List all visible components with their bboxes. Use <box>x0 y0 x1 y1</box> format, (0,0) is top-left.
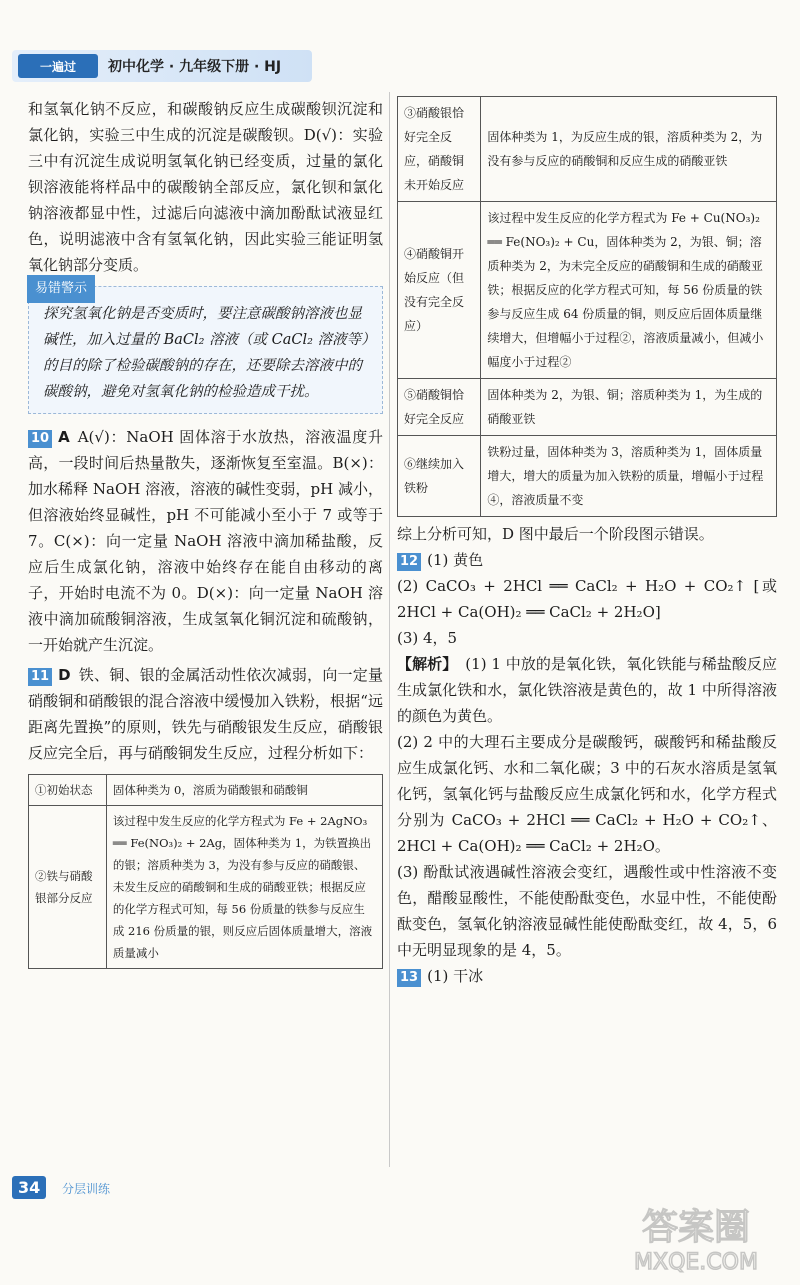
question-number: 13 <box>397 969 421 987</box>
table-cell-detail: 该过程中发生反应的化学方程式为 Fe + Cu(NO₃)₂ ══ Fe(NO₃)₂ + Cu，固体种类为 2，为银、铜；溶质种类为 2，为未完全反应的硝酸铜和生成的硝酸亚铁；根据反应的化学方程式可知，每 56 份质量的铁参与反应生成 64 份质量的铜，则反应后固体质量继续增大，但增幅小于过程②，溶液质量减小，但减小幅度小于过程② <box>481 202 777 379</box>
table-cell-stage: ③硝酸银恰好完全反应，硝酸铜未开始反应 <box>398 97 481 202</box>
page-header <box>12 50 312 82</box>
column-divider <box>389 92 390 1167</box>
answer-part-3: (3) 4，5 <box>397 629 458 647</box>
question-11 <box>28 662 383 766</box>
question-text: A(√)：NaOH 固体溶于水放热，溶液温度升高，一段时间后热量散失，逐渐恢复至室温。B(×)：加水稀释 NaOH 溶液，溶液的碱性变弱，pH 减小，但溶液始终显碱性，pH 不可能减小至小于 7 或等于 7。C(×)：向一定量 NaOH 溶液中滴加稀盐酸，反应后生成氯化钠，溶液中始终存在能自由移动的离子，开始时电流不为 0。D(×)：向一定量 NaOH 溶液中滴加硫酸铜溶液，生成氢氧化铜沉淀和硫酸钠，一开始就产生沉淀。 <box>28 428 383 654</box>
page-number: 34 <box>12 1176 46 1199</box>
analysis-text: (1) 1 中放的是氧化铁，氧化铁能与稀盐酸反应生成氯化铁和水，氯化铁溶液是黄色的，故 1 中所得溶液的颜色为黄色。 <box>397 655 777 725</box>
table-row <box>398 436 777 517</box>
right-column <box>397 96 777 989</box>
left-column <box>28 96 383 969</box>
answer-part-2: (2) CaCO₃ + 2HCl ══ CaCl₂ + H₂O + CO₂↑ [或 2HCl + Ca(OH)₂ ══ CaCl₂ + 2H₂O] <box>397 577 777 621</box>
question-number: 12 <box>397 553 421 571</box>
question-13 <box>397 963 777 989</box>
question-text: 铁、铜、银的金属活动性依次减弱，向一定量硝酸铜和硝酸银的混合溶液中缓慢加入铁粉，根据“远距离先置换”的原则，铁先与硝酸银发生反应，硝酸银反应完全后，再与硝酸铜发生反应，过程分析如下： <box>28 666 383 762</box>
question-number: 11 <box>28 668 52 686</box>
book-title: 初中化学 · 九年级下册 · HJ <box>108 59 282 75</box>
analysis-2: (2) 2 中的大理石主要成分是碳酸钙，碳酸钙和稀盐酸反应生成氯化钙、水和二氧化碳；3 中的石灰水溶质是氢氧化钙，氢氧化钙与盐酸反应生成氯化钙和水，化学方程式分别为 CaCO₃ + 2HCl ══ CaCl₂ + H₂O + CO₂↑、2HCl + Ca(OH)₂ ══ CaCl₂ + 2H₂O。 <box>397 733 777 855</box>
answer-part-1: (1) 干冰 <box>427 967 484 985</box>
analysis-label: 【解析】 <box>397 655 458 673</box>
table-row <box>398 379 777 436</box>
watermark-text: 答案圈 <box>641 1207 751 1248</box>
question-number: 10 <box>28 430 52 448</box>
analysis-table-right <box>397 96 777 517</box>
answer-part-1: (1) 黄色 <box>427 551 484 569</box>
table-cell-detail: 铁粉过量，固体种类为 3，溶质种类为 1，固体质量增大，增大的质量为加入铁粉的质量，增幅小于过程④，溶液质量不变 <box>481 436 777 517</box>
table-row <box>398 97 777 202</box>
table-cell-stage: ①初始状态 <box>29 775 107 806</box>
brand-logo: 一遍过 <box>18 54 98 78</box>
intro-paragraph: 和氢氧化钠不反应，和碳酸钠反应生成碳酸钡沉淀和氯化钠，实验三中生成的沉淀是碳酸钡。D(√)：实验三中有沉淀生成说明氢氧化钠已经变质，过量的氯化钡溶液能将样品中的碳酸钠全部反应，氯化钡和氯化钠溶液都显中性，过滤后向滤液中滴加酚酞试液显红色，说明滤液中含有氢氧化钠，因此实验三能证明氢氧化钠部分变质。 <box>28 100 383 274</box>
table-cell-stage: ⑥继续加入铁粉 <box>398 436 481 517</box>
analysis-1 <box>397 651 777 729</box>
analysis-table-left <box>28 774 383 969</box>
table-row <box>29 806 383 969</box>
table-cell-detail: 固体种类为 0，溶质为硝酸银和硝酸铜 <box>106 775 382 806</box>
footer-label: 分层训练 <box>62 1182 111 1196</box>
question-10 <box>28 424 383 658</box>
table-cell-detail: 该过程中发生反应的化学方程式为 Fe + 2AgNO₃ ══ Fe(NO₃)₂ + 2Ag，固体种类为 1，为铁置换出的银；溶质种类为 3，为没有参与反应的硝酸银、未发生反应的硝酸铜和生成的硝酸亚铁；根据反应的化学方程式可知，每 56 份质量的铁参与反应生成 216 份质量的银，则反应后固体质量增大，溶液质量减小 <box>106 806 382 969</box>
warning-text: 探究氢氧化钠是否变质时，要注意碳酸钠溶液也显碱性，加入过量的 BaCl₂ 溶液（或 CaCl₂ 溶液等）的目的除了检验碳酸钠的存在，还要除去溶液中的碳酸钠，避免对氢氧化钠的检验造成干扰。 <box>43 306 369 400</box>
table-cell-stage: ②铁与硝酸银部分反应 <box>29 806 107 969</box>
question-12 <box>397 547 777 573</box>
table-row <box>398 202 777 379</box>
warning-label: 易错警示 <box>27 275 95 303</box>
table-cell-detail: 固体种类为 1，为反应生成的银，溶质种类为 2，为没有参与反应的硝酸铜和反应生成的硝酸亚铁 <box>481 97 777 202</box>
table-row <box>29 775 383 806</box>
watermark-url: MXQE.COM <box>634 1250 758 1275</box>
watermark-logo <box>606 1195 786 1277</box>
answer-letter: A <box>58 428 70 446</box>
conclusion-text: 综上分析可知，D 图中最后一个阶段图示错误。 <box>397 525 714 543</box>
answer-letter: D <box>58 666 71 684</box>
table-cell-detail: 固体种类为 2，为银、铜；溶质种类为 1，为生成的硝酸亚铁 <box>481 379 777 436</box>
warning-box <box>28 281 383 414</box>
table-cell-stage: ④硝酸铜开始反应（但没有完全反应） <box>398 202 481 379</box>
analysis-3: (3) 酚酞试液遇碱性溶液会变红，遇酸性或中性溶液不变色，醋酸显酸性，不能使酚酞变色，水显中性，不能使酚酞变色，氢氧化钠溶液显碱性能使酚酞变红，故 4，5，6 中无明显现象的是 4，5。 <box>397 863 777 959</box>
table-cell-stage: ⑤硝酸铜恰好完全反应 <box>398 379 481 436</box>
